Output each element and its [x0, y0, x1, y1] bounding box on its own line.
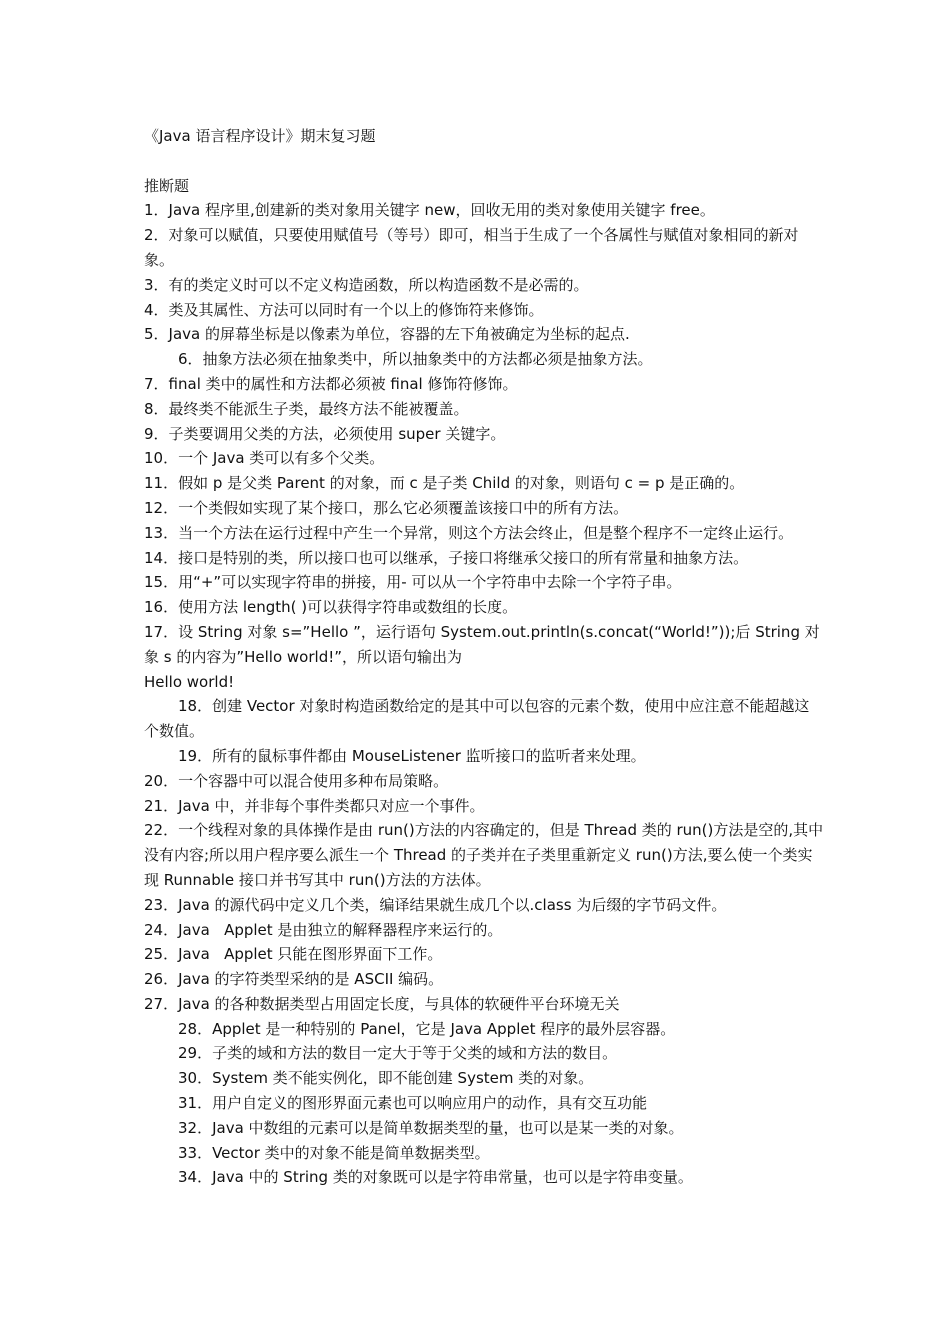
question-text: 17．设 String 对象 s=”Hello ”，运行语句 System.out.println(s.concat(“World!”));后 String 对象 s 的内容为”Hello world!”，所以语句输出为	[144, 622, 820, 666]
question-list	[144, 198, 824, 1190]
question-item	[144, 471, 824, 496]
question-item	[144, 1165, 824, 1190]
question-text: 29．子类的域和方法的数目一定大于等于父类的域和方法的数目。	[178, 1044, 618, 1063]
question-text: 6．抽象方法必须在抽象类中，所以抽象类中的方法都必须是抽象方法。	[178, 350, 653, 369]
question-text: 4．类及其属性、方法可以同时有一个以上的修饰符来修饰。	[144, 300, 544, 319]
question-item	[144, 546, 824, 571]
question-text: 15．用“+”可以实现字符串的拼接，用- 可以从一个字符串中去除一个字符子串。	[144, 573, 682, 592]
question-text: 13．当一个方法在运行过程中产生一个异常，则这个方法会终止，但是整个程序不一定终止运行。	[144, 523, 794, 542]
question-item	[144, 322, 824, 347]
question-text: 31．用户自定义的图形界面元素也可以响应用户的动作，具有交互功能	[178, 1094, 648, 1113]
question-item	[144, 620, 824, 694]
question-item	[144, 942, 824, 967]
question-item	[144, 1041, 824, 1066]
question-text: 10．一个 Java 类可以有多个父类。	[144, 449, 385, 468]
question-text: 22．一个线程对象的具体操作是由 run()方法的内容确定的，但是 Thread 类的 run()方法是空的,其中没有内容;所以用户程序要么派生一个 Thread 的子类并在子类里重新定义 run()方法,要么使一个类实现 Runnable 接口并书写其中 run()方法的方法体。	[144, 821, 824, 889]
question-text: 11．假如 p 是父类 Parent 的对象，而 c 是子类 Child 的对象，则语句 c = p 是正确的。	[144, 474, 745, 493]
question-text: 5．Java 的屏幕坐标是以像素为单位，容器的左下角被确定为坐标的起点.	[144, 325, 630, 344]
document-title: 《Java 语言程序设计》期末复习题	[144, 127, 376, 145]
question-item	[144, 918, 824, 943]
question-text: 7．final 类中的属性和方法都必须被 final 修饰符修饰。	[144, 374, 518, 393]
question-text: 28．Applet 是一种特别的 Panel，它是 Java Applet 程序的最外层容器。	[178, 1019, 676, 1038]
question-text: 18．创建 Vector 对象时构造函数给定的是其中可以包容的元素个数，使用中应注意不能超越这个数值。	[144, 697, 810, 741]
document-page	[144, 124, 824, 1190]
question-text: 24．Java Applet 是由独立的解释器程序来运行的。	[144, 920, 503, 939]
question-text: 1．Java 程序里,创建新的类对象用关键字 new，回收无用的类对象使用关键字 free。	[144, 201, 715, 220]
question-item	[144, 223, 824, 273]
question-text: 23．Java 的源代码中定义几个类，编译结果就生成几个以.class 为后缀的字节码文件。	[144, 895, 727, 914]
question-item	[144, 347, 824, 372]
question-item	[144, 273, 824, 298]
question-item	[144, 397, 824, 422]
question-item	[144, 818, 824, 892]
question-item	[144, 1066, 824, 1091]
question-item	[144, 496, 824, 521]
question-item	[144, 446, 824, 471]
question-text: 12．一个类假如实现了某个接口，那么它必须覆盖该接口中的所有方法。	[144, 498, 629, 517]
question-item	[144, 794, 824, 819]
question-item	[144, 769, 824, 794]
question-item	[144, 570, 824, 595]
question-text: 16．使用方法 length( )可以获得字符串或数组的长度。	[144, 598, 518, 617]
question-item	[144, 1091, 824, 1116]
question-item	[144, 372, 824, 397]
question-text: 33．Vector 类中的对象不能是简单数据类型。	[178, 1143, 490, 1162]
section-heading: 推断题	[144, 176, 190, 195]
question-item	[144, 1141, 824, 1166]
question-item	[144, 1017, 824, 1042]
question-item	[144, 694, 824, 744]
question-text: 14．接口是特别的类，所以接口也可以继承，子接口将继承父接口的所有常量和抽象方法。	[144, 548, 749, 567]
question-item	[144, 893, 824, 918]
question-text: 3．有的类定义时可以不定义构造函数，所以构造函数不是必需的。	[144, 275, 589, 294]
question-item	[144, 1116, 824, 1141]
question-item	[144, 298, 824, 323]
question-text: 21．Java 中，并非每个事件类都只对应一个事件。	[144, 796, 485, 815]
question-text: 34．Java 中的 String 类的对象既可以是字符串常量，也可以是字符串变量。	[178, 1168, 693, 1187]
question-text: 20．一个容器中可以混合使用多种布局策略。	[144, 771, 449, 790]
question-text: 27．Java 的各种数据类型占用固定长度，与具体的软硬件平台环境无关	[144, 994, 620, 1013]
question-text: 9．子类要调用父类的方法，必须使用 super 关键字。	[144, 424, 506, 443]
question-item	[144, 198, 824, 223]
question-item	[144, 992, 824, 1017]
question-text: 19．所有的鼠标事件都由 MouseListener 监听接口的监听者来处理。	[178, 746, 646, 765]
question-text: 2．对象可以赋值，只要使用赋值号（等号）即可，相当于生成了一个各属性与赋值对象相同的新对象。	[144, 226, 799, 269]
question-text: 30．System 类不能实例化，即不能创建 System 类的对象。	[178, 1069, 594, 1088]
question-item	[144, 595, 824, 620]
question-item	[144, 521, 824, 546]
question-continuation-text: Hello world!	[144, 672, 235, 691]
question-item	[144, 422, 824, 447]
question-item	[144, 967, 824, 992]
question-item	[144, 744, 824, 769]
question-text: 25．Java Applet 只能在图形界面下工作。	[144, 945, 443, 964]
question-text: 8．最终类不能派生子类，最终方法不能被覆盖。	[144, 399, 469, 418]
question-text: 26．Java 的字符类型采纳的是 ASCII 编码。	[144, 970, 444, 989]
question-text: 32．Java 中数组的元素可以是简单数据类型的量，也可以是某一类的对象。	[178, 1118, 684, 1137]
